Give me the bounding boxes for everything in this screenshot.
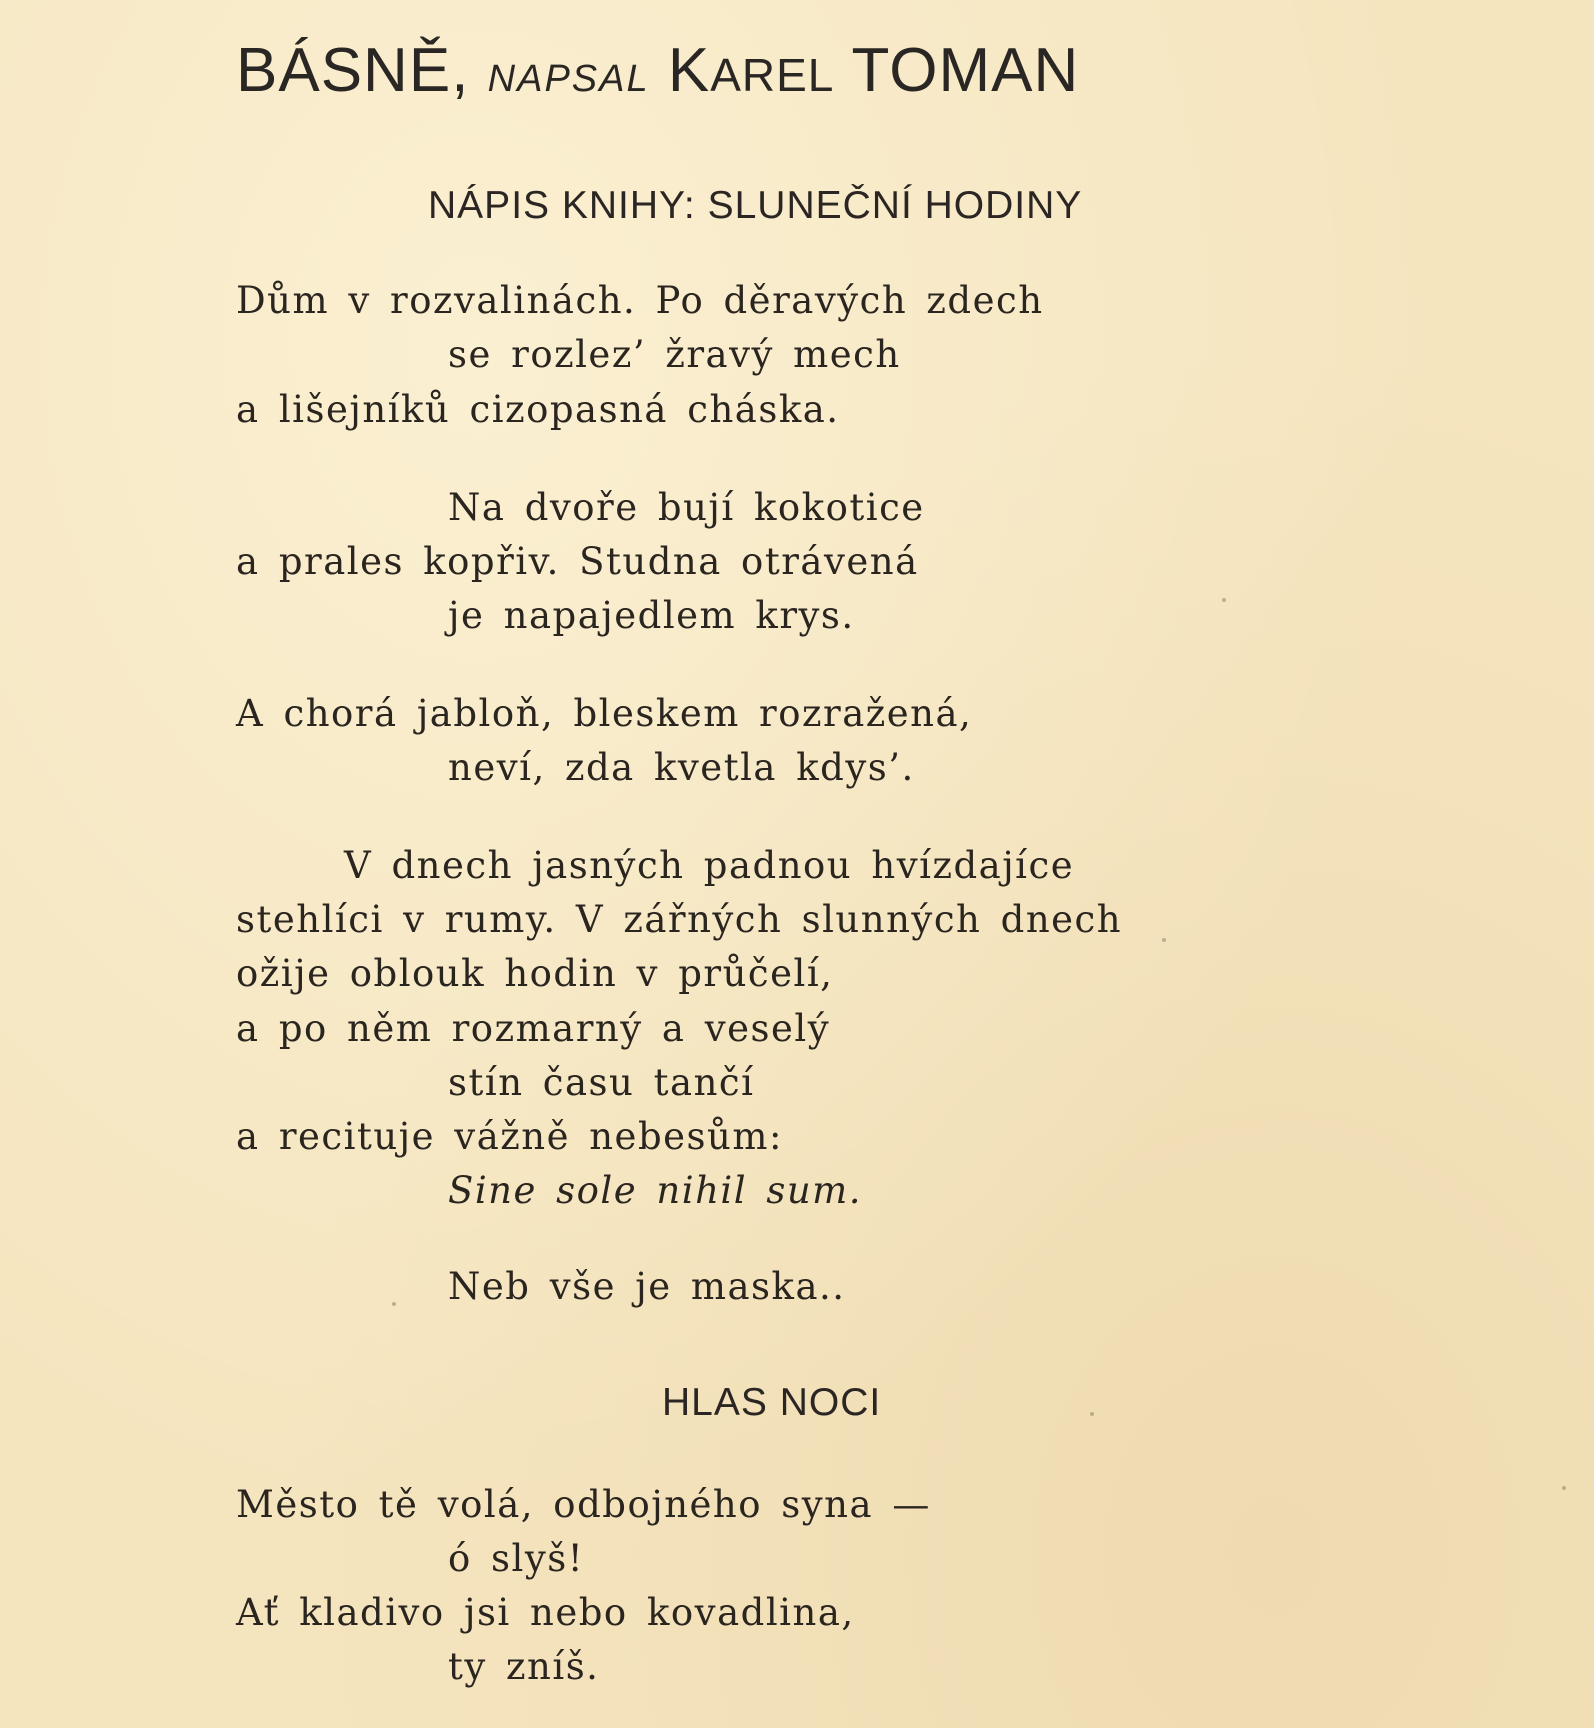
poem-line: a lišejníků cizopasná cháska.	[236, 388, 840, 431]
poem-line: V dnech jasných padnou hvízdajíce	[344, 844, 1075, 887]
poem-line: ty zníš.	[448, 1645, 600, 1688]
poem-line: stín času tančí	[448, 1061, 755, 1104]
poem-line: a prales kopřiv. Studna otrávená	[236, 540, 919, 583]
paper-speck	[1090, 1412, 1094, 1416]
poem-line: ó slyš!	[448, 1537, 585, 1580]
poem-line: se rozlez’ žravý mech	[448, 333, 901, 376]
poem-line-latin: Sine sole nihil sum.	[448, 1169, 863, 1212]
paper-speck	[1162, 938, 1166, 942]
poem-line: a po něm rozmarný a veselý	[236, 1007, 831, 1050]
title-author-surname: TOMAN	[851, 36, 1080, 105]
poem-line: A chorá jabloň, bleskem rozražená,	[236, 692, 973, 735]
paper-speck	[392, 1302, 396, 1306]
paper-speck	[1562, 1486, 1566, 1490]
poem-line: Neb vše je maska..	[448, 1265, 846, 1308]
paper-speck	[1222, 598, 1226, 602]
poem-line: Ať kladivo jsi nebo kovadlina,	[236, 1591, 855, 1634]
title-word-basne: BÁSNĚ,	[236, 36, 470, 105]
poem-line: stehlíci v rumy. V zářných slunných dnech	[236, 898, 1123, 941]
title-word-napsal: NAPSAL	[487, 58, 650, 100]
poem-line: neví, zda kvetla kdys’.	[448, 746, 915, 789]
poem-line: Město tě volá, odbojného syna —	[236, 1483, 931, 1526]
poem-heading: HLAS NOCI	[662, 1381, 882, 1424]
poem-line: Na dvoře bují kokotice	[448, 486, 925, 529]
poem-line: je napajedlem krys.	[448, 594, 855, 637]
poem-line: Dům v rozvalinách. Po děravých zdech	[236, 279, 1044, 322]
poem-heading: NÁPIS KNIHY: SLUNEČNÍ HODINY	[428, 184, 1083, 227]
page-title	[236, 36, 1080, 105]
title-author-rest: AREL	[710, 49, 835, 101]
poem-line: ožije oblouk hodin v průčelí,	[236, 952, 834, 995]
title-author-initial: K	[667, 36, 711, 105]
poem-line: a recituje vážně nebesům:	[236, 1115, 783, 1158]
